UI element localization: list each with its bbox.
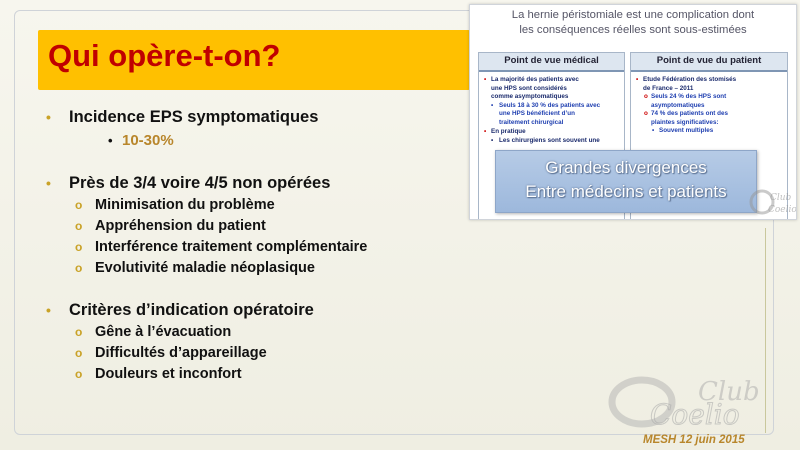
inset-title-line: les conséquences réelles sont sous-estimées — [519, 24, 747, 36]
sub-bullet-label: Difficultés d’appareillage — [95, 345, 267, 361]
watermark-logo — [748, 188, 796, 218]
svg-text:Club: Club — [770, 193, 792, 203]
club-coelio-watermark-icon — [600, 370, 790, 430]
column-line: plaintes significatives: — [651, 118, 719, 126]
column-line: • En pratique — [484, 128, 526, 135]
column-line: une HPS sont considérés — [491, 84, 567, 92]
sub-bullet-item — [40, 237, 460, 258]
column-line: o Seuls 24 % des HPS sont — [644, 93, 727, 100]
sub-bullet-label: Gêne à l’évacuation — [95, 324, 232, 340]
circle-bullet-icon: o — [75, 240, 83, 254]
bullet-icon: • — [46, 175, 51, 191]
bullet-item — [40, 105, 460, 129]
club-coelio-icon — [748, 188, 796, 216]
column-line: comme asymptomatiques — [491, 93, 569, 100]
bullet-icon: • — [46, 302, 51, 318]
column-header: Point de vue du patient — [631, 53, 787, 72]
column-line: traitement chirurgical — [499, 118, 564, 126]
bullet-icon: • — [46, 109, 51, 125]
sub-bullet-item — [40, 343, 460, 364]
circle-bullet-icon: o — [75, 346, 83, 360]
svg-text:Club: Club — [698, 377, 760, 407]
sub-bullet-label: Appréhension du patient — [95, 218, 266, 234]
sub-bullet-item — [40, 195, 460, 216]
column-line: de France – 2011 — [643, 84, 694, 92]
column-line: • Les chirurgiens sont souvent une — [491, 136, 600, 144]
column-line: une HPS bénéficient d’un — [499, 110, 575, 117]
bullet-list — [40, 105, 460, 385]
sub-bullet-label: 10-30% — [122, 132, 174, 149]
column-line: • Souvent multiples — [652, 127, 714, 134]
column-line: o 74 % des patients ont des — [644, 110, 728, 117]
column-header: Point de vue médical — [479, 53, 624, 72]
circle-bullet-icon: o — [75, 219, 83, 233]
column-line: • Seuls 18 à 30 % des patients avec — [491, 101, 601, 109]
circle-bullet-icon: o — [75, 325, 83, 339]
sub-bullet-label: Interférence traitement complémentaire — [95, 239, 368, 255]
sub-bullet-item — [40, 216, 460, 237]
divergence-callout — [495, 150, 757, 213]
sub-bullet-item — [40, 322, 460, 343]
bullet-label: Critères d’indication opératoire — [69, 301, 314, 319]
circle-bullet-icon: o — [75, 198, 83, 212]
callout-line: Entre médecins et patients — [525, 182, 727, 201]
svg-text:Coelio: Coelio — [768, 205, 796, 215]
inset-title-line: La hernie péristomiale est une complication dont — [511, 9, 755, 21]
bullet-icon: • — [108, 133, 113, 148]
inset-title — [470, 8, 796, 38]
footer-date: MESH 12 juin 2015 — [643, 434, 745, 446]
bullet-item — [40, 171, 460, 195]
callout-line: Grandes divergences — [545, 158, 707, 177]
column-line: • Etude Fédération des stomisés — [636, 76, 737, 83]
sub-bullet-item — [40, 364, 460, 385]
sub-bullet-item — [40, 129, 460, 153]
slide-title: Qui opère-t-on? — [48, 38, 281, 73]
column-line: asymptomatiques — [651, 101, 705, 109]
sub-bullet-item — [40, 258, 460, 279]
circle-bullet-icon: o — [75, 367, 83, 381]
bullet-label: Incidence EPS symptomatiques — [69, 108, 319, 126]
column-line: • La majorité des patients avec — [484, 76, 579, 83]
circle-bullet-icon: o — [75, 261, 83, 275]
svg-text:Coelio: Coelio — [650, 398, 740, 430]
sub-bullet-label: Minimisation du problème — [95, 197, 275, 213]
bullet-label: Près de 3/4 voire 4/5 non opérées — [69, 174, 331, 192]
bullet-item — [40, 298, 460, 322]
sub-bullet-label: Douleurs et inconfort — [95, 366, 242, 382]
sub-bullet-label: Evolutivité maladie néoplasique — [95, 260, 315, 276]
